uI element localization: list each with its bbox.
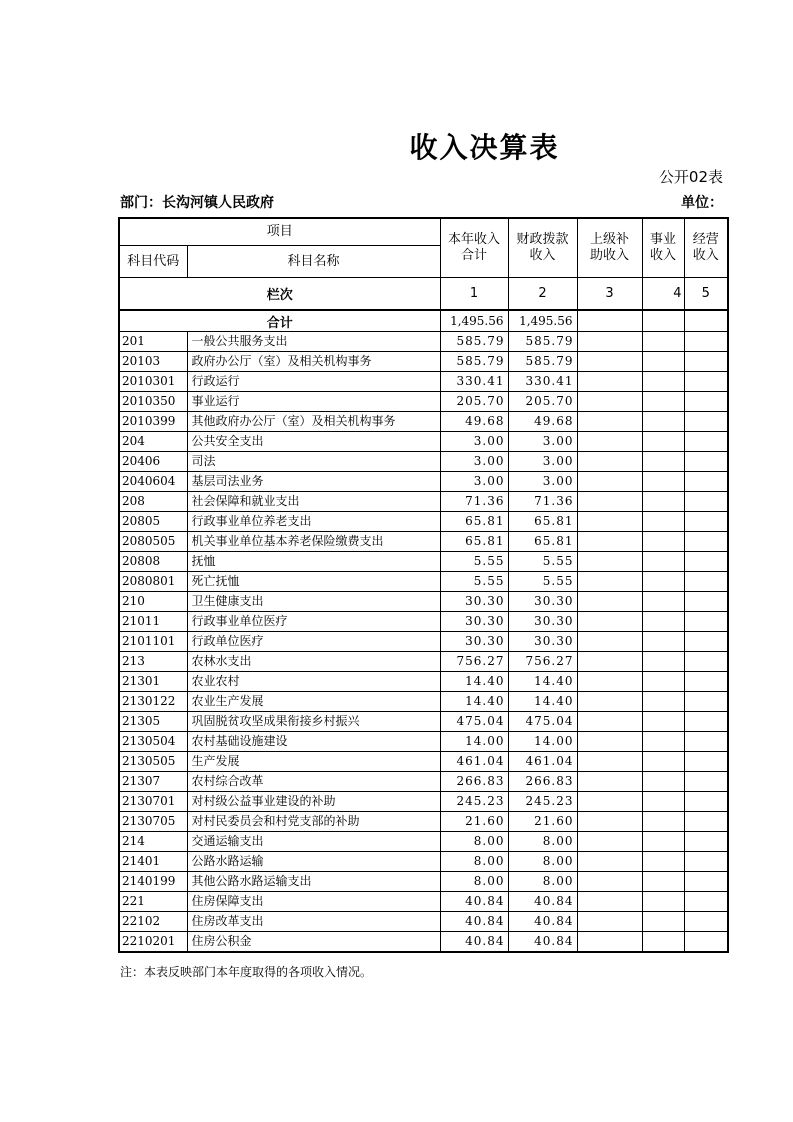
income-total: 30.30 bbox=[440, 612, 508, 632]
business-income bbox=[642, 532, 684, 552]
table-row bbox=[119, 332, 728, 352]
column-index-row bbox=[119, 278, 728, 311]
fiscal-allocation: 71.36 bbox=[508, 492, 577, 512]
superior-subsidy bbox=[577, 652, 642, 672]
income-total: 65.81 bbox=[440, 512, 508, 532]
operating-income bbox=[684, 412, 728, 432]
subject-code: 208 bbox=[119, 492, 187, 512]
operating-income bbox=[684, 352, 728, 372]
fiscal-allocation: 756.27 bbox=[508, 652, 577, 672]
total-fiscal: 1,495.56 bbox=[508, 310, 577, 332]
fiscal-allocation: 21.60 bbox=[508, 812, 577, 832]
operating-income bbox=[684, 472, 728, 492]
fiscal-allocation: 65.81 bbox=[508, 512, 577, 532]
fiscal-allocation: 14.40 bbox=[508, 692, 577, 712]
subject-name: 农村基础设施建设 bbox=[187, 732, 440, 752]
income-total: 14.00 bbox=[440, 732, 508, 752]
business-income bbox=[642, 912, 684, 932]
fiscal-allocation: 5.55 bbox=[508, 572, 577, 592]
table-row bbox=[119, 352, 728, 372]
table-row bbox=[119, 632, 728, 652]
fiscal-allocation: 30.30 bbox=[508, 632, 577, 652]
superior-subsidy bbox=[577, 672, 642, 692]
operating-income bbox=[684, 372, 728, 392]
superior-subsidy bbox=[577, 412, 642, 432]
column-index-2: 2 bbox=[508, 278, 577, 311]
business-income bbox=[642, 672, 684, 692]
subject-name: 住房保障支出 bbox=[187, 892, 440, 912]
subject-name: 基层司法业务 bbox=[187, 472, 440, 492]
column-index-1: 1 bbox=[440, 278, 508, 311]
total-label: 合计 bbox=[119, 310, 440, 332]
table-row bbox=[119, 492, 728, 512]
subject-code: 2010399 bbox=[119, 412, 187, 432]
subject-name: 住房公积金 bbox=[187, 932, 440, 953]
fiscal-allocation: 30.30 bbox=[508, 612, 577, 632]
fiscal-allocation: 585.79 bbox=[508, 352, 577, 372]
superior-subsidy bbox=[577, 392, 642, 412]
superior-subsidy bbox=[577, 912, 642, 932]
operating-income bbox=[684, 692, 728, 712]
business-income bbox=[642, 392, 684, 412]
superior-subsidy bbox=[577, 692, 642, 712]
header-row-1 bbox=[119, 218, 728, 246]
superior-subsidy bbox=[577, 492, 642, 512]
subject-code: 21011 bbox=[119, 612, 187, 632]
subject-code: 2140199 bbox=[119, 872, 187, 892]
fiscal-allocation: 5.55 bbox=[508, 552, 577, 572]
subject-code: 2010301 bbox=[119, 372, 187, 392]
superior-subsidy bbox=[577, 832, 642, 852]
operating-income bbox=[684, 932, 728, 953]
subject-code: 20103 bbox=[119, 352, 187, 372]
fiscal-allocation: 8.00 bbox=[508, 872, 577, 892]
income-total: 8.00 bbox=[440, 852, 508, 872]
total-business bbox=[642, 310, 684, 332]
table-row bbox=[119, 732, 728, 752]
business-income bbox=[642, 472, 684, 492]
header-col2-line2: 收入 bbox=[529, 248, 556, 263]
table-row bbox=[119, 932, 728, 953]
table-row bbox=[119, 572, 728, 592]
subject-name: 农业生产发展 bbox=[187, 692, 440, 712]
subject-name: 农林水支出 bbox=[187, 652, 440, 672]
table-row bbox=[119, 832, 728, 852]
header-col5-line1: 经营 bbox=[692, 232, 719, 247]
table-row bbox=[119, 752, 728, 772]
operating-income bbox=[684, 652, 728, 672]
superior-subsidy bbox=[577, 532, 642, 552]
table-row bbox=[119, 692, 728, 712]
superior-subsidy bbox=[577, 772, 642, 792]
superior-subsidy bbox=[577, 552, 642, 572]
table-row bbox=[119, 892, 728, 912]
subject-code: 2130505 bbox=[119, 752, 187, 772]
superior-subsidy bbox=[577, 332, 642, 352]
subject-name: 司法 bbox=[187, 452, 440, 472]
fiscal-allocation: 330.41 bbox=[508, 372, 577, 392]
subject-name: 住房改革支出 bbox=[187, 912, 440, 932]
subject-code: 20808 bbox=[119, 552, 187, 572]
subject-code: 2080505 bbox=[119, 532, 187, 552]
table-row bbox=[119, 812, 728, 832]
income-total: 71.36 bbox=[440, 492, 508, 512]
fiscal-allocation: 49.68 bbox=[508, 412, 577, 432]
table-row bbox=[119, 512, 728, 532]
header-col3-line1: 上级补 bbox=[590, 232, 630, 247]
income-total: 756.27 bbox=[440, 652, 508, 672]
superior-subsidy bbox=[577, 612, 642, 632]
subject-code: 210 bbox=[119, 592, 187, 612]
subject-code: 21401 bbox=[119, 852, 187, 872]
subject-code: 2130705 bbox=[119, 812, 187, 832]
subject-name: 政府办公厅（室）及相关机构事务 bbox=[187, 352, 440, 372]
operating-income bbox=[684, 672, 728, 692]
business-income bbox=[642, 772, 684, 792]
fiscal-allocation: 8.00 bbox=[508, 832, 577, 852]
operating-income bbox=[684, 572, 728, 592]
fiscal-allocation: 266.83 bbox=[508, 772, 577, 792]
fiscal-allocation: 14.00 bbox=[508, 732, 577, 752]
subject-code: 2010350 bbox=[119, 392, 187, 412]
business-income bbox=[642, 452, 684, 472]
subject-name: 公路水路运输 bbox=[187, 852, 440, 872]
subject-code: 2040604 bbox=[119, 472, 187, 492]
header-col2-line1: 财政拨款 bbox=[516, 232, 569, 247]
table-row bbox=[119, 372, 728, 392]
operating-income bbox=[684, 532, 728, 552]
operating-income bbox=[684, 552, 728, 572]
operating-income bbox=[684, 512, 728, 532]
operating-income bbox=[684, 732, 728, 752]
header-col1-line1: 本年收入 bbox=[448, 232, 501, 247]
subject-name: 社会保障和就业支出 bbox=[187, 492, 440, 512]
business-income bbox=[642, 792, 684, 812]
business-income bbox=[642, 852, 684, 872]
superior-subsidy bbox=[577, 872, 642, 892]
page-title: 收入决算表 bbox=[409, 131, 560, 164]
subject-code: 2130504 bbox=[119, 732, 187, 752]
total-row bbox=[119, 310, 728, 332]
income-table bbox=[118, 217, 729, 953]
business-income bbox=[642, 592, 684, 612]
income-total: 65.81 bbox=[440, 532, 508, 552]
operating-income bbox=[684, 772, 728, 792]
subject-code: 221 bbox=[119, 892, 187, 912]
table-row bbox=[119, 912, 728, 932]
unit-label: 单位： bbox=[681, 195, 723, 211]
total-superior bbox=[577, 310, 642, 332]
subject-code: 21307 bbox=[119, 772, 187, 792]
subject-code: 2130701 bbox=[119, 792, 187, 812]
superior-subsidy bbox=[577, 712, 642, 732]
column-index-4: 4 bbox=[642, 278, 684, 311]
operating-income bbox=[684, 852, 728, 872]
superior-subsidy bbox=[577, 892, 642, 912]
fiscal-allocation: 3.00 bbox=[508, 472, 577, 492]
subject-name: 死亡抚恤 bbox=[187, 572, 440, 592]
business-income bbox=[642, 332, 684, 352]
business-income bbox=[642, 372, 684, 392]
table-row bbox=[119, 652, 728, 672]
footnote: 注：本表反映部门本年度取得的各项收入情况。 bbox=[120, 965, 373, 979]
business-income bbox=[642, 432, 684, 452]
subject-name: 对村民委员会和村党支部的补助 bbox=[187, 812, 440, 832]
subject-name: 农村综合改革 bbox=[187, 772, 440, 792]
header-col3 bbox=[577, 218, 642, 278]
header-col4-line2: 收入 bbox=[650, 248, 677, 263]
table-row bbox=[119, 872, 728, 892]
operating-income bbox=[684, 892, 728, 912]
business-income bbox=[642, 812, 684, 832]
business-income bbox=[642, 512, 684, 532]
subject-code: 20406 bbox=[119, 452, 187, 472]
fiscal-allocation: 65.81 bbox=[508, 532, 577, 552]
superior-subsidy bbox=[577, 512, 642, 532]
income-total: 21.60 bbox=[440, 812, 508, 832]
business-income bbox=[642, 652, 684, 672]
table-row bbox=[119, 792, 728, 812]
superior-subsidy bbox=[577, 592, 642, 612]
subject-name: 行政单位医疗 bbox=[187, 632, 440, 652]
income-total: 14.40 bbox=[440, 672, 508, 692]
income-total: 475.04 bbox=[440, 712, 508, 732]
income-total: 205.70 bbox=[440, 392, 508, 412]
fiscal-allocation: 30.30 bbox=[508, 592, 577, 612]
income-total: 5.55 bbox=[440, 552, 508, 572]
business-income bbox=[642, 352, 684, 372]
operating-income bbox=[684, 332, 728, 352]
header-col5 bbox=[684, 218, 728, 278]
subject-name: 行政事业单位养老支出 bbox=[187, 512, 440, 532]
business-income bbox=[642, 932, 684, 953]
superior-subsidy bbox=[577, 792, 642, 812]
subject-name: 行政运行 bbox=[187, 372, 440, 392]
income-total: 3.00 bbox=[440, 472, 508, 492]
business-income bbox=[642, 612, 684, 632]
subject-code: 214 bbox=[119, 832, 187, 852]
business-income bbox=[642, 692, 684, 712]
subject-code: 2130122 bbox=[119, 692, 187, 712]
superior-subsidy bbox=[577, 812, 642, 832]
header-col5-line2: 收入 bbox=[692, 248, 719, 263]
subject-code: 22102 bbox=[119, 912, 187, 932]
department-label: 部门：长沟河镇人民政府 bbox=[120, 195, 274, 211]
subject-name: 机关事业单位基本养老保险缴费支出 bbox=[187, 532, 440, 552]
fiscal-allocation: 14.40 bbox=[508, 672, 577, 692]
total-operating bbox=[684, 310, 728, 332]
subject-code: 20805 bbox=[119, 512, 187, 532]
subject-name: 其他政府办公厅（室）及相关机构事务 bbox=[187, 412, 440, 432]
fiscal-allocation: 3.00 bbox=[508, 432, 577, 452]
fiscal-allocation: 205.70 bbox=[508, 392, 577, 412]
subject-code: 2210201 bbox=[119, 932, 187, 953]
table-row bbox=[119, 392, 728, 412]
header-name: 科目名称 bbox=[187, 246, 440, 278]
subject-name: 巩固脱贫攻坚成果衔接乡村振兴 bbox=[187, 712, 440, 732]
income-total: 5.55 bbox=[440, 572, 508, 592]
header-col3-line2: 助收入 bbox=[590, 248, 630, 263]
fiscal-allocation: 585.79 bbox=[508, 332, 577, 352]
subject-name: 公共安全支出 bbox=[187, 432, 440, 452]
fiscal-allocation: 475.04 bbox=[508, 712, 577, 732]
fiscal-allocation: 40.84 bbox=[508, 912, 577, 932]
operating-income bbox=[684, 712, 728, 732]
business-income bbox=[642, 552, 684, 572]
header-col4-line1: 事业 bbox=[650, 232, 677, 247]
table-row bbox=[119, 712, 728, 732]
income-total: 461.04 bbox=[440, 752, 508, 772]
total-income: 1,495.56 bbox=[440, 310, 508, 332]
business-income bbox=[642, 752, 684, 772]
operating-income bbox=[684, 632, 728, 652]
subject-code: 204 bbox=[119, 432, 187, 452]
business-income bbox=[642, 712, 684, 732]
table-row bbox=[119, 772, 728, 792]
income-total: 49.68 bbox=[440, 412, 508, 432]
business-income bbox=[642, 892, 684, 912]
subject-name: 其他公路水路运输支出 bbox=[187, 872, 440, 892]
income-total: 14.40 bbox=[440, 692, 508, 712]
superior-subsidy bbox=[577, 432, 642, 452]
business-income bbox=[642, 492, 684, 512]
subject-code: 201 bbox=[119, 332, 187, 352]
operating-income bbox=[684, 752, 728, 772]
superior-subsidy bbox=[577, 472, 642, 492]
superior-subsidy bbox=[577, 572, 642, 592]
subject-name: 卫生健康支出 bbox=[187, 592, 440, 612]
fiscal-allocation: 40.84 bbox=[508, 932, 577, 953]
subject-name: 抚恤 bbox=[187, 552, 440, 572]
business-income bbox=[642, 732, 684, 752]
business-income bbox=[642, 412, 684, 432]
subject-name: 生产发展 bbox=[187, 752, 440, 772]
superior-subsidy bbox=[577, 372, 642, 392]
header-code: 科目代码 bbox=[119, 246, 187, 278]
table-row bbox=[119, 432, 728, 452]
header-item: 项目 bbox=[119, 218, 440, 246]
income-total: 8.00 bbox=[440, 832, 508, 852]
operating-income bbox=[684, 612, 728, 632]
table-row bbox=[119, 552, 728, 572]
subject-name: 事业运行 bbox=[187, 392, 440, 412]
subject-name: 一般公共服务支出 bbox=[187, 332, 440, 352]
subject-name: 交通运输支出 bbox=[187, 832, 440, 852]
subject-code: 2080801 bbox=[119, 572, 187, 592]
table-row bbox=[119, 412, 728, 432]
subject-name: 对村级公益事业建设的补助 bbox=[187, 792, 440, 812]
column-index-label: 栏次 bbox=[119, 278, 440, 311]
fiscal-allocation: 3.00 bbox=[508, 452, 577, 472]
operating-income bbox=[684, 432, 728, 452]
subject-name: 农业农村 bbox=[187, 672, 440, 692]
income-total: 3.00 bbox=[440, 432, 508, 452]
subject-name: 行政事业单位医疗 bbox=[187, 612, 440, 632]
operating-income bbox=[684, 872, 728, 892]
operating-income bbox=[684, 792, 728, 812]
income-total: 30.30 bbox=[440, 592, 508, 612]
income-total: 245.23 bbox=[440, 792, 508, 812]
table-row bbox=[119, 592, 728, 612]
column-index-5: 5 bbox=[684, 278, 728, 311]
table-row bbox=[119, 452, 728, 472]
superior-subsidy bbox=[577, 932, 642, 953]
superior-subsidy bbox=[577, 632, 642, 652]
subject-code: 213 bbox=[119, 652, 187, 672]
income-total: 330.41 bbox=[440, 372, 508, 392]
business-income bbox=[642, 832, 684, 852]
business-income bbox=[642, 872, 684, 892]
subject-code: 21301 bbox=[119, 672, 187, 692]
operating-income bbox=[684, 832, 728, 852]
fiscal-allocation: 245.23 bbox=[508, 792, 577, 812]
fiscal-allocation: 40.84 bbox=[508, 892, 577, 912]
operating-income bbox=[684, 812, 728, 832]
subject-code: 21305 bbox=[119, 712, 187, 732]
fiscal-allocation: 461.04 bbox=[508, 752, 577, 772]
superior-subsidy bbox=[577, 752, 642, 772]
header-col2 bbox=[508, 218, 577, 278]
subject-code: 2101101 bbox=[119, 632, 187, 652]
superior-subsidy bbox=[577, 352, 642, 372]
table-row bbox=[119, 532, 728, 552]
table-row bbox=[119, 472, 728, 492]
income-total: 585.79 bbox=[440, 352, 508, 372]
form-code: 公开02表 bbox=[658, 168, 723, 186]
superior-subsidy bbox=[577, 732, 642, 752]
income-total: 40.84 bbox=[440, 912, 508, 932]
table-row bbox=[119, 612, 728, 632]
superior-subsidy bbox=[577, 452, 642, 472]
header-col4 bbox=[642, 218, 684, 278]
header-col1-line2: 合计 bbox=[461, 248, 488, 263]
table-row bbox=[119, 852, 728, 872]
income-total: 40.84 bbox=[440, 892, 508, 912]
header-col1 bbox=[440, 218, 508, 278]
superior-subsidy bbox=[577, 852, 642, 872]
operating-income bbox=[684, 452, 728, 472]
income-total: 30.30 bbox=[440, 632, 508, 652]
column-index-3: 3 bbox=[577, 278, 642, 311]
income-total: 266.83 bbox=[440, 772, 508, 792]
income-total: 8.00 bbox=[440, 872, 508, 892]
operating-income bbox=[684, 392, 728, 412]
income-total: 40.84 bbox=[440, 932, 508, 953]
operating-income bbox=[684, 912, 728, 932]
business-income bbox=[642, 632, 684, 652]
business-income bbox=[642, 572, 684, 592]
operating-income bbox=[684, 492, 728, 512]
fiscal-allocation: 8.00 bbox=[508, 852, 577, 872]
income-total: 585.79 bbox=[440, 332, 508, 352]
operating-income bbox=[684, 592, 728, 612]
table-row bbox=[119, 672, 728, 692]
income-total: 3.00 bbox=[440, 452, 508, 472]
